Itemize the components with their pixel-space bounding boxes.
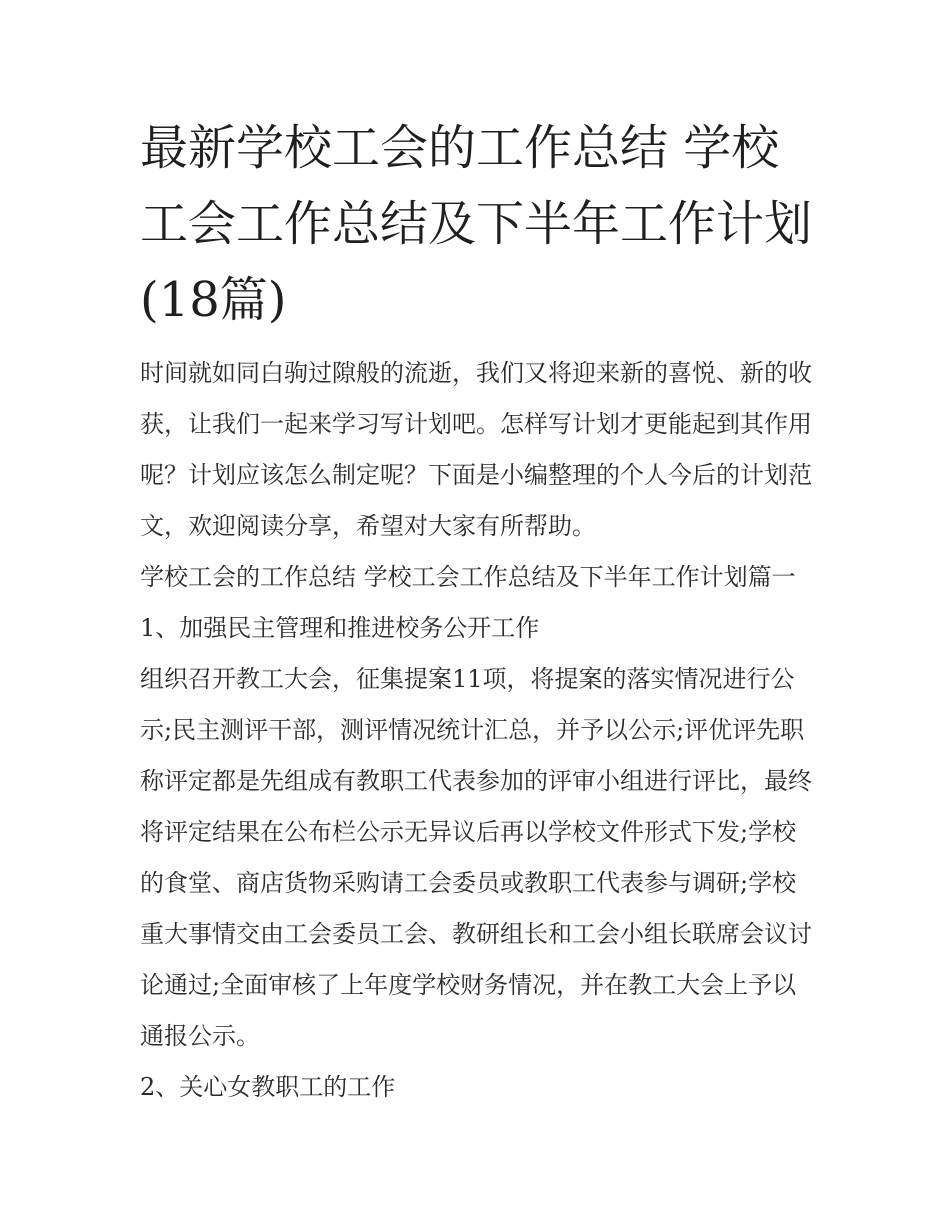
document-page [140,110,820,1113]
section-heading: 学校工会的工作总结 学校工会工作总结及下半年工作计划篇一1、加强民主管理和推进校务公开工作 [140,563,796,642]
section-body-paragraph: 组织召开教工大会，征集提案11项，将提案的落实情况进行公示;民主测评干部，测评情况统计汇总，并予以公示;评优评先职称评定都是先组成有教职工代表参加的评审小组进行评比，最终将评定结果在公布栏公示无异议后再以学校文件形式下发;学校的食堂、商店货物采购请工会委员或教职工代表参与调研;学校重大事情交由工会委员工会、教研组长和工会小组长联席会议讨论通过;全面审核了上年度学校财务情况，并在教工大会上予以通报公示。 [140,665,812,1050]
subheading-2: 2、关心女教职工的工作 [140,1073,396,1101]
document-title: 最新学校工会的工作总结 学校工会工作总结及下半年工作计划(18篇) [140,120,813,328]
intro-paragraph: 时间就如同白驹过隙般的流逝，我们又将迎来新的喜悦、新的收获，让我们一起来学习写计划吧。怎样写计划才更能起到其作用呢？计划应该怎么制定呢？下面是小编整理的个人今后的计划范文，欢迎阅读分享，希望对大家有所帮助。 [140,359,812,540]
